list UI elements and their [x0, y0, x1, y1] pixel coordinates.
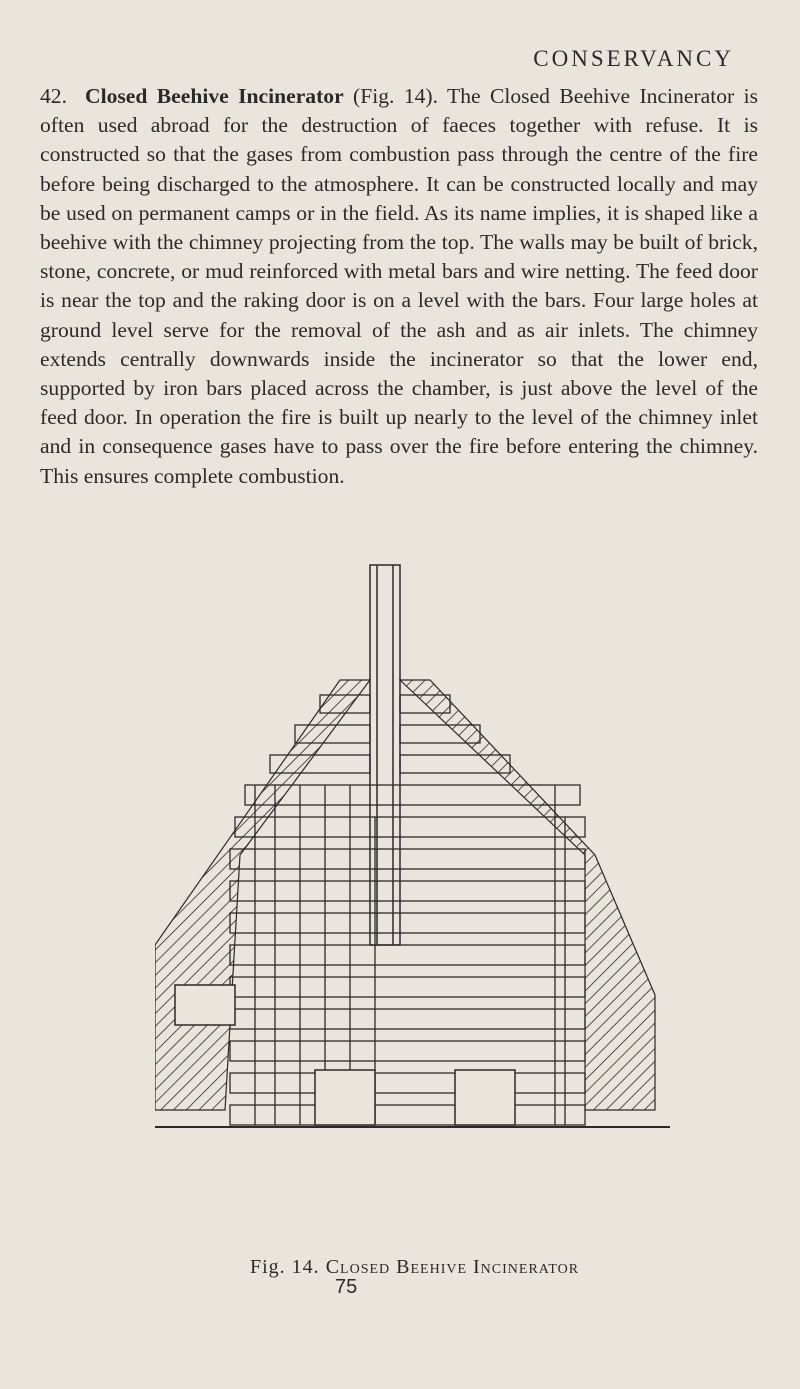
figure-label: Fig. 14.: [250, 1256, 320, 1278]
paragraph-body: (Fig. 14). The Closed Beehive Incinerator is often used abroad for the destruction of faeces together with refuse. It is constructed so that the gases from combustion pass through the centre of the fire before being discharged to the atmosphere. It can be constructed locally and may be used on permanent camps or in the field. As its name implies, it is shaped like a beehive with the chimney projecting from the top. The walls may be built of brick, stone, concrete, or mud reinforced with metal bars and wire netting. The feed door is near the top and the raking door is on a level with the bars. Four large holes at ground level serve for the removal of the ash and as air inlets. The chimney extends centrally downwards inside the incinerator so that the lower end, supported by iron bars placed across the chamber, is just above the level of the feed door. In operation the fire is built up nearly to the level of the chimney inlet and in consequence gases have to pass over the fire before entering the chimney. This ensures complete combustion.: [40, 84, 758, 488]
paragraph-42: [40, 82, 758, 491]
brick-courses: [230, 695, 585, 1125]
running-header: CONSERVANCY: [533, 46, 734, 71]
feed-door: [175, 985, 235, 1025]
ash-hole-right: [455, 1070, 515, 1125]
right-wall: [400, 680, 655, 1110]
figure-title: Closed Beehive Incinerator: [325, 1256, 580, 1278]
paragraph-number: 42.: [40, 84, 67, 108]
figure-caption: [250, 1256, 579, 1279]
page-number: 75: [335, 1276, 358, 1298]
left-wall: [155, 680, 370, 1110]
incinerator-diagram: [155, 555, 670, 1165]
ash-hole-left: [315, 1070, 375, 1125]
paragraph-heading: Closed Beehive Incinerator: [85, 84, 344, 108]
